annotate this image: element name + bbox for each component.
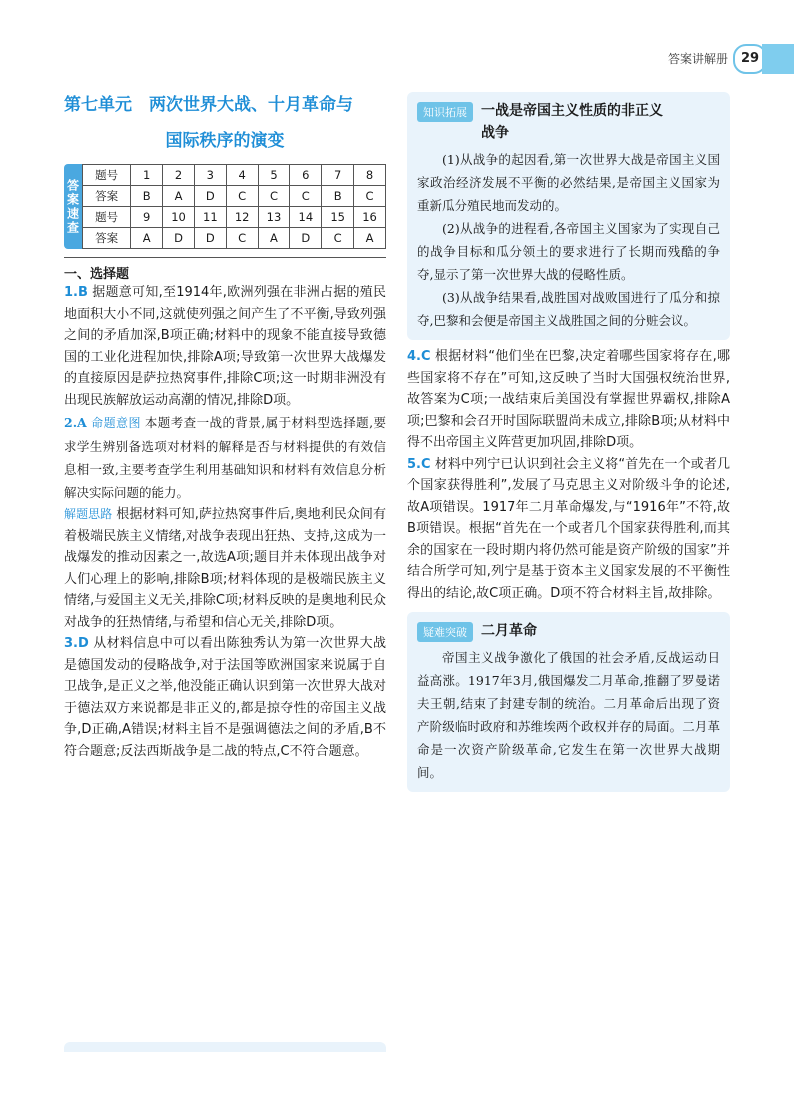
answer-3 — [64, 633, 386, 762]
answer-grid-cell: D — [194, 228, 226, 249]
box-paragraph: 帝国主义战争激化了俄国的社会矛盾,反战运动日益高涨。1917年3月,俄国爆发二月革命,推翻了罗曼诺夫王朝,结束了封建专制的统治。二月革命后出现了资产阶级临时政府和苏维埃两个政权并存的局面。二月革命是一次资产阶级革命,它发生在第一次世界大战期间。 — [417, 650, 720, 780]
answer-grid-row — [83, 228, 386, 249]
answer-grid-cell: D — [163, 228, 195, 249]
answer-text: 根据材料可知,萨拉热窝事件后,奥地利民众间有着极端民族主义情绪,对战争表现出狂热、支持,这成为一战爆发的推动因素之一,故选A项;题目并未体现出战争对人们心理上的影响,排除B项;材料体现的是极端民族主义情绪,与爱国主义无关,排除C项;材料反映的是奥地利民众对战争的狂热情绪,与希望和信心无关,排除D项。 — [64, 507, 386, 630]
left-column — [64, 92, 386, 762]
header-label: 答案讲解册 — [667, 52, 728, 66]
answer-grid-cell: B — [322, 186, 354, 207]
answer-text: 根据材料“他们坐在巴黎,决定着哪些国家将存在,哪些国家将不存在”可知,这反映了当时大国强权统治世界,故答案为C项;一战结束后美国没有掌握世界霸权,排除A项;巴黎和会召开时国际联盟尚未成立,排除B项;从材料中得不出帝国主义阵营更加巩固,排除D项。 — [407, 349, 731, 450]
answer-2-solution — [64, 504, 386, 633]
answer-grid-cell: 4 — [226, 165, 258, 186]
box-badge: 知识拓展 — [417, 102, 473, 122]
answer-1 — [64, 282, 386, 411]
answer-number: 4.C — [407, 349, 431, 364]
answer-grid-cell: 7 — [322, 165, 354, 186]
answer-grid-cell: 10 — [163, 207, 195, 228]
answer-grid-cell: 6 — [290, 165, 322, 186]
page-header — [0, 0, 794, 80]
answer-grid-cell: 5 — [258, 165, 290, 186]
box-badge: 疑难突破 — [417, 622, 473, 642]
answer-text: 材料中列宁已认识到社会主义将“首先在一个或者几个国家获得胜利”,发展了马克思主义对阶级斗争的论述,故A项错误。1917年二月革命爆发,与“1916年”不符,故B项错误。根据“首先在一个或者几个国家获得胜利,而其余的国家在一段时期内将仍然可能是资产阶级的国家”并结合所学可知,列宁是基于资本主义国家发展的不平衡性得出的结论,故C项正确。D项不符合材料主旨,故排除。 — [407, 456, 730, 601]
answer-4 — [407, 346, 730, 454]
answer-grid-row — [83, 186, 386, 207]
answer-grid-cell: 9 — [131, 207, 163, 228]
answer-grid-cell: 12 — [226, 207, 258, 228]
answer-grid-cell: C — [258, 186, 290, 207]
answer-grid-cell: C — [226, 186, 258, 207]
answer-grid-header-cell: 答案 — [83, 228, 131, 249]
quick-answer-table — [64, 164, 386, 249]
answer-2-intent — [64, 411, 386, 504]
answer-text: 从材料信息中可以看出陈独秀认为第一次世界大战是德国发动的侵略战争,对于法国等欧洲国家来说属于自卫战争,是正义之举,他没能正确认识到第一次世界大战对于德法双方来说都是非正义的,都是掠夺性的帝国主义战争,D正确,A错误;材料主旨不是强调德法之间的矛盾,B不符合题意;反法西斯战争是二战的特点,C不符合题意。 — [64, 636, 386, 759]
answer-grid-cell: D — [290, 228, 322, 249]
answer-grid-cell: C — [226, 228, 258, 249]
answer-grid-cell: 8 — [354, 165, 386, 186]
answer-grid-cell: 16 — [354, 207, 386, 228]
box-title-line1: 一战是帝国主义性质的非正义 — [481, 103, 663, 119]
right-column — [407, 92, 730, 792]
header-band — [762, 44, 794, 74]
section-title: 一、选择题 — [64, 257, 386, 282]
tag-label: 命题意图 — [91, 416, 141, 430]
answer-grid-cell: C — [290, 186, 322, 207]
answer-grid-cell: 2 — [163, 165, 195, 186]
answer-grid-header-cell: 题号 — [83, 207, 131, 228]
answer-number: 5.C — [407, 456, 431, 472]
quick-answer-label: 答案速查 — [64, 164, 82, 249]
answer-grid-cell: 1 — [131, 165, 163, 186]
answer-number: 1.B — [64, 285, 88, 300]
answer-grid-header-cell: 题号 — [83, 165, 131, 186]
knowledge-extension-box — [407, 92, 730, 340]
answer-grid-cell: A — [258, 228, 290, 249]
answer-grid-cell: C — [354, 186, 386, 207]
answer-grid-row — [83, 207, 386, 228]
answer-grid — [82, 164, 386, 249]
answer-grid-cell: 14 — [290, 207, 322, 228]
box-title-line2: 战争 — [481, 125, 509, 141]
answer-grid-cell: 3 — [194, 165, 226, 186]
answer-grid-cell: D — [194, 186, 226, 207]
unit-title-line2: 国际秩序的演变 — [165, 131, 285, 151]
answer-grid-cell: 13 — [258, 207, 290, 228]
answer-grid-header-cell: 答案 — [83, 186, 131, 207]
left-footer-band — [64, 1042, 386, 1052]
answer-grid-cell: 15 — [322, 207, 354, 228]
answer-text: 本题考查一战的背景,属于材料型选择题,要求学生辨别备选项对材料的解释是否与材料提供的有效信息相一致,主要考查学生利用基础知识和材料有效信息分析解决实际问题的能力。 — [64, 415, 386, 500]
tag-label: 解题思路 — [64, 507, 113, 521]
answer-grid-cell: 11 — [194, 207, 226, 228]
box-title: 二月革命 — [481, 623, 537, 639]
answer-5 — [407, 454, 730, 605]
answer-number: 2.A — [64, 415, 87, 430]
answer-grid-cell: A — [354, 228, 386, 249]
box-paragraph: (1)从战争的起因看,第一次世界大战是帝国主义国家政治经济发展不平衡的必然结果,是帝国主义国家为重新瓜分殖民地而发动的。 — [417, 152, 720, 213]
unit-title-line1: 第七单元 两次世界大战、十月革命与 — [64, 95, 353, 115]
page-number: 29 — [733, 44, 767, 74]
difficulty-box — [407, 612, 730, 792]
answer-grid-cell: A — [163, 186, 195, 207]
answer-text: 据题意可知,至1914年,欧洲列强在非洲占据的殖民地面积大小不同,这就使列强之间产生了不平衡,导致列强之间的矛盾加深,B项正确;材料中的现象不能直接导致德国的工业化进程加快,排除A项;导致第一次世界大战爆发的直接原因是萨拉热窝事件,排除C项;这一时期非洲没有出现民族解放运动高潮的情况,排除D项。 — [64, 285, 386, 408]
answer-number: 3.D — [64, 636, 89, 651]
answer-grid-row — [83, 165, 386, 186]
answer-grid-cell: C — [322, 228, 354, 249]
answer-grid-cell: B — [131, 186, 163, 207]
box-paragraph: (3)从战争结果看,战胜国对战败国进行了瓜分和掠夺,巴黎和会便是帝国主义战胜国之间的分赃会议。 — [417, 290, 720, 328]
answer-grid-cell: A — [131, 228, 163, 249]
box-paragraph: (2)从战争的进程看,各帝国主义国家为了实现自己的战争目标和瓜分领土的要求进行了长期而残酷的争夺,显示了第一次世界大战的侵略性质。 — [417, 221, 720, 282]
box-title — [481, 100, 663, 144]
